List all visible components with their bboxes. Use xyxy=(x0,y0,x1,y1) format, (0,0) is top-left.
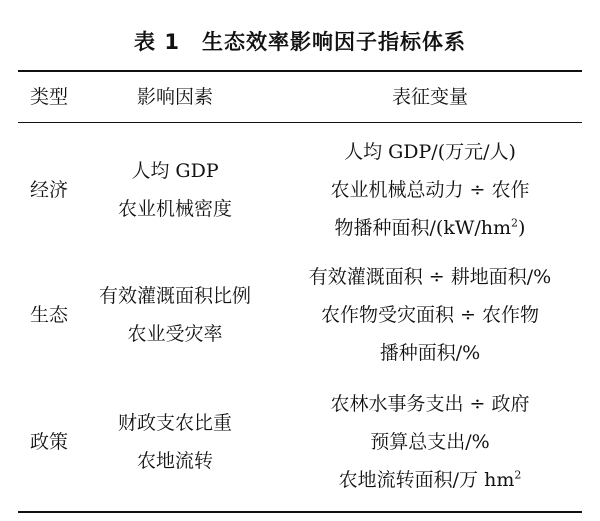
superscript: 2 xyxy=(511,216,519,230)
factor-item: 有效灌溉面积比例 xyxy=(98,285,251,307)
bottom-rule xyxy=(18,511,582,513)
header-variable: 表征变量 xyxy=(391,86,468,108)
caption-number: 表 1 xyxy=(134,30,180,54)
factor-item: 农地流转 xyxy=(136,450,213,472)
row-variables xyxy=(265,133,595,247)
caption-title: 生态效率影响因子指标体系 xyxy=(201,30,466,54)
row-type: 经济 xyxy=(30,179,69,201)
factor-item: 人均 GDP xyxy=(131,160,219,182)
row-variables xyxy=(265,258,595,372)
factor-item: 农业受灾率 xyxy=(127,323,223,345)
variable-line: 农作物受灾面积 ÷ 农作物 xyxy=(321,304,539,326)
row-variables xyxy=(265,385,595,499)
variable-line: 农业机械总动力 ÷ 农作 xyxy=(330,179,530,201)
variable-line: 预算总支出/% xyxy=(370,431,490,453)
variable-line xyxy=(265,461,595,499)
header-type: 类型 xyxy=(30,86,69,108)
factor-item: 农业机械密度 xyxy=(117,198,232,220)
variable-tail: ) xyxy=(518,217,526,239)
variable-line: 人均 GDP/(万元/人) xyxy=(344,141,516,163)
variable-line: 播种面积/% xyxy=(379,342,481,364)
header-factor: 影响因素 xyxy=(136,86,213,108)
row-type: 生态 xyxy=(30,304,69,326)
row-factors xyxy=(95,277,255,353)
superscript: 2 xyxy=(514,468,522,482)
variable-line: 有效灌溉面积 ÷ 耕地面积/% xyxy=(308,266,552,288)
row-factors xyxy=(95,152,255,228)
top-rule xyxy=(18,70,582,72)
factor-item: 财政支农比重 xyxy=(117,412,232,434)
variable-line xyxy=(265,209,595,247)
table-caption xyxy=(0,26,600,56)
header-rule xyxy=(18,122,582,123)
variable-line: 农林水事务支出 ÷ 政府 xyxy=(330,393,530,415)
variable-text: 农地流转面积/万 hm xyxy=(338,469,515,491)
row-type: 政策 xyxy=(30,431,69,453)
variable-text: 物播种面积/(kW/hm xyxy=(334,217,512,239)
row-factors xyxy=(95,404,255,480)
